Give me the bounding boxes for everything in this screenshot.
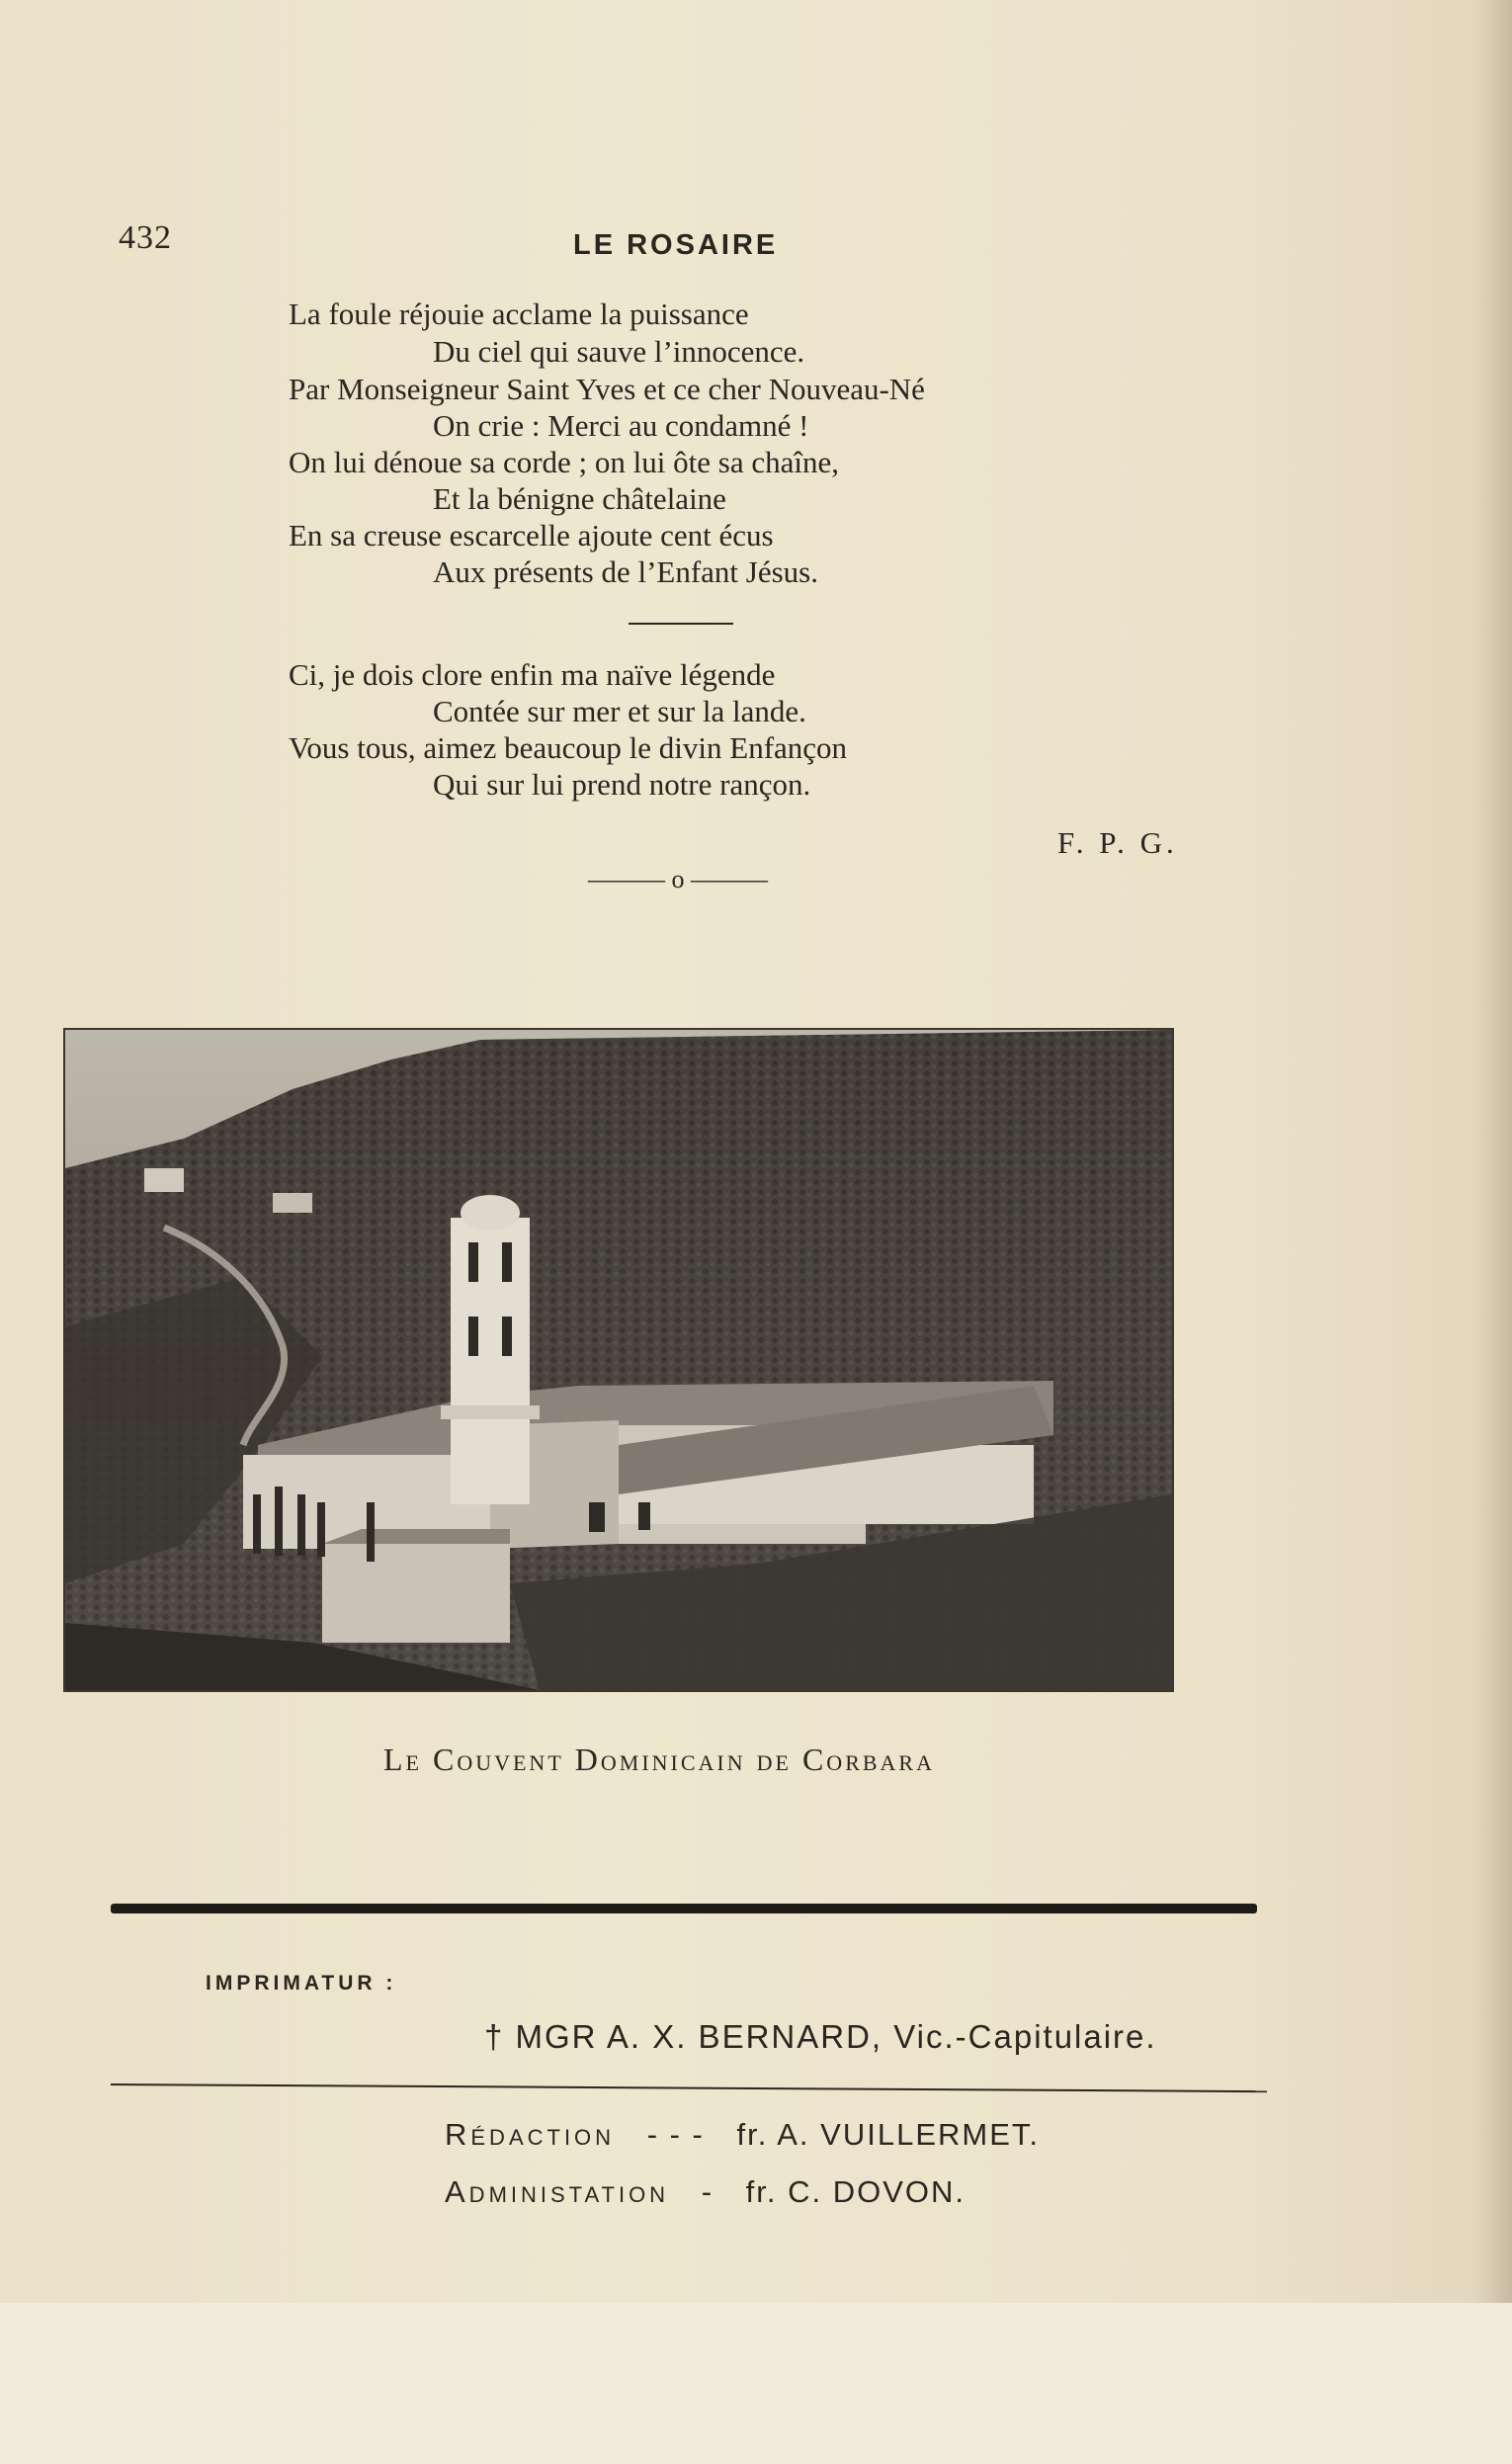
end-ornament: ——— o ——— [588, 865, 768, 893]
verse-line: Par Monseigneur Saint Yves et ce cher Nouveau-Né [289, 372, 925, 406]
redaction-credit [445, 2117, 1040, 2153]
verse-line: En sa creuse escarcelle ajoute cent écus [289, 518, 774, 552]
administration-separator: - [701, 2174, 714, 2209]
verse-line: La foule réjouie acclame la puissance [289, 297, 749, 331]
verse-line: Qui sur lui prend notre rançon. [433, 767, 811, 802]
author-signature: F. P. G. [1057, 825, 1178, 860]
verse-line: On lui dénoue sa corde ; on lui ôte sa chaîne, [289, 445, 839, 479]
verse-line: Ci, je dois clore enfin ma naïve légende [289, 657, 776, 692]
colophon-heavy-rule [111, 1904, 1257, 1913]
page-bottom-margin [0, 2303, 1512, 2464]
verse-line: Aux présents de l’Enfant Jésus. [433, 554, 818, 589]
stanza-divider [629, 623, 733, 625]
imprimatur-signatory: † MGR A. X. BERNARD, Vic.-Capitulaire. [484, 2018, 1157, 2055]
administration-label: Administation [445, 2174, 670, 2209]
verse-line: Du ciel qui sauve l’innocence. [433, 334, 805, 369]
verse-line: Contée sur mer et sur la lande. [433, 694, 806, 728]
redaction-label: Rédaction [445, 2117, 616, 2152]
verse-line: Et la bénigne châtelaine [433, 481, 726, 516]
administration-credit [445, 2174, 966, 2210]
page-number: 432 [119, 219, 172, 256]
colophon-thin-rule [111, 2083, 1267, 2092]
verse-line: On crie : Merci au condamné ! [433, 408, 809, 443]
imprimatur-label: IMPRIMATUR : [206, 1972, 397, 1995]
redaction-name: fr. A. VUILLERMET. [736, 2117, 1040, 2152]
redaction-separator: - - - [646, 2117, 705, 2152]
page-edge-shadow [1472, 0, 1512, 2464]
figure-caption: Le Couvent Dominicain de Corbara [383, 1742, 935, 1777]
verse-line: Vous tous, aimez beaucoup le divin Enfançon [289, 730, 848, 765]
administration-name: fr. C. DOVON. [745, 2174, 966, 2209]
convent-photo-illustration [65, 1030, 1172, 1690]
convent-photograph [63, 1028, 1174, 1692]
running-head: LE ROSAIRE [573, 229, 779, 261]
